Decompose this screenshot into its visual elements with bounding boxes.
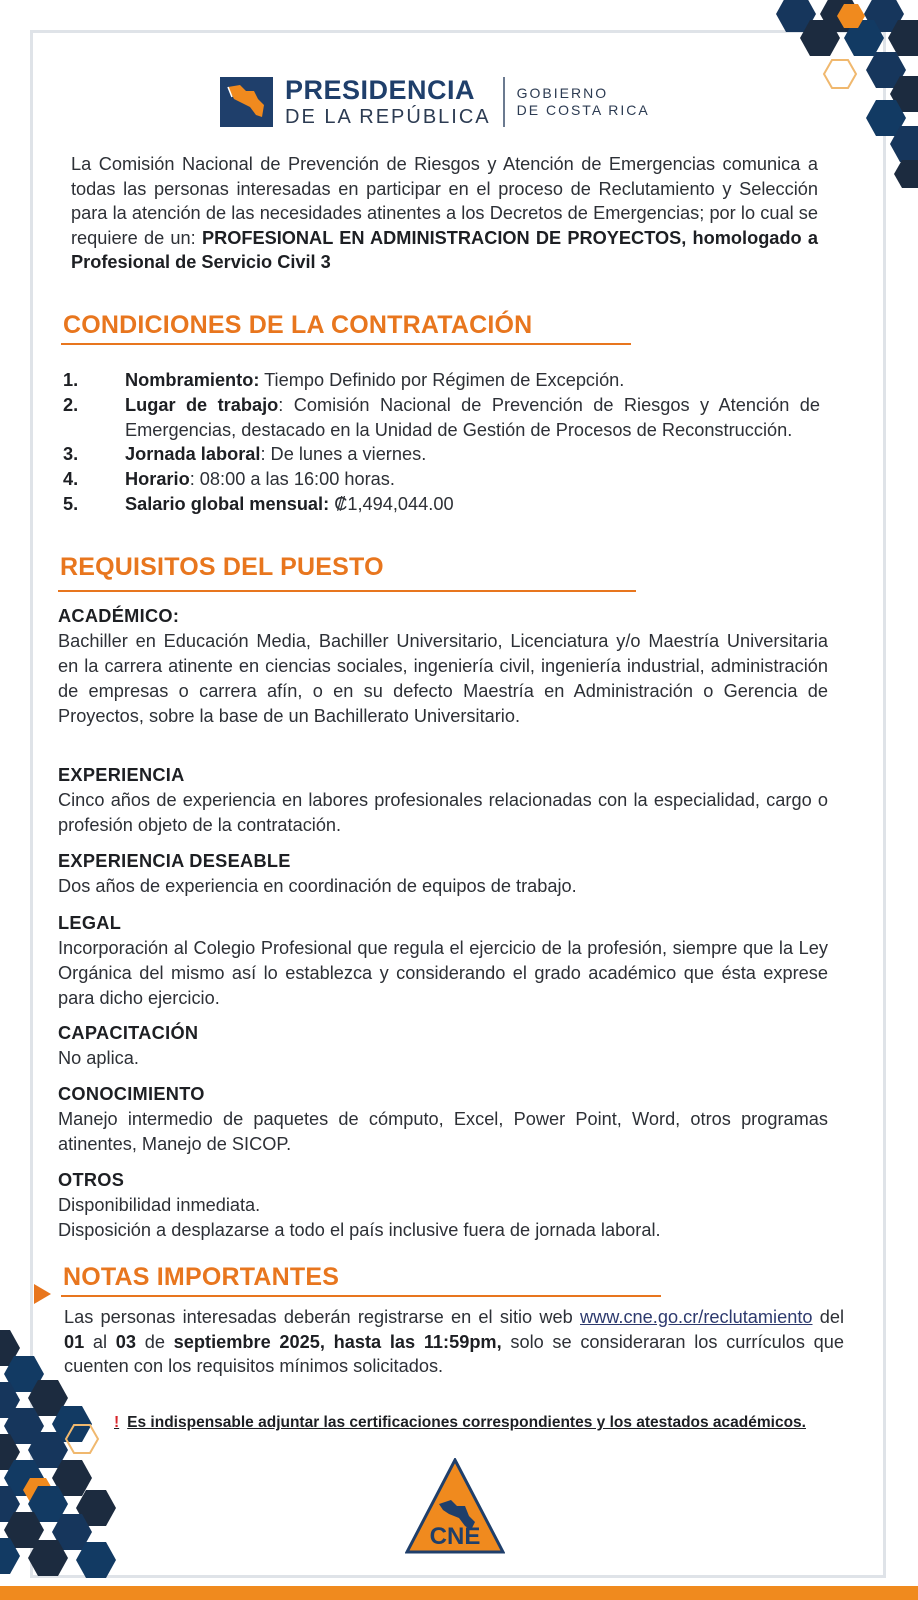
req-experiencia-deseable bbox=[58, 849, 828, 899]
req-text: Disposición a desplazarse a todo el país inclusive fuera de jornada laboral. bbox=[58, 1220, 661, 1240]
req-text: Disponibilidad inmediata. bbox=[58, 1195, 261, 1215]
item-label: Salario global mensual: bbox=[125, 493, 330, 514]
item-text: : Comisión Nacional de Prevención de Riesgos y Atención de Emergencias, destacado en la Unidad de Gestión de Procesos de Reconstrucción. bbox=[125, 394, 820, 440]
notes-text: del bbox=[812, 1307, 845, 1327]
requirements-title: REQUISITOS DEL PUESTO bbox=[60, 553, 384, 581]
notes-text: Las personas interesadas deberán registrarse en el sitio web bbox=[64, 1307, 580, 1327]
list-item bbox=[63, 368, 820, 393]
req-heading: EXPERIENCIA bbox=[58, 765, 185, 785]
req-heading: OTROS bbox=[58, 1170, 125, 1190]
notes-underline bbox=[61, 1295, 661, 1297]
list-item bbox=[63, 467, 820, 492]
item-number: 2. bbox=[63, 394, 79, 415]
logo-divider bbox=[503, 77, 505, 127]
gobierno-label: GOBIERNO bbox=[516, 84, 609, 101]
req-heading: EXPERIENCIA DESEABLE bbox=[58, 851, 291, 871]
item-text: : 08:00 a las 16:00 horas. bbox=[189, 469, 395, 490]
cne-logo bbox=[405, 1458, 505, 1554]
req-text: Bachiller en Educación Media, Bachiller Universitario, Licenciatura y/o Maestría Universitaria en la carrera atinente en ciencias sociales, ingeniería civil, ingeniería industrial, administración de empresas o carrera afín, o en su defecto Maestría en Administración o Gerencia de Proyectos, sobre la base de un Bachillerato Universitario. bbox=[58, 631, 828, 726]
req-text: Incorporación al Colegio Profesional que regula el ejercicio de la profesión, siempre que la Ley Orgánica del mismo así lo establezca y considerando el grado académico que ésta exprese para dicho ejercicio. bbox=[58, 938, 828, 1008]
req-legal bbox=[58, 911, 828, 1011]
conditions-title: CONDICIONES DE LA CONTRATACIÓN bbox=[63, 311, 533, 339]
presidencia-title: PRESIDENCIA bbox=[285, 75, 476, 105]
intro-text: La Comisión Nacional de Prevención de Riesgos y Atención de Emergencias comunica a todas las personas interesadas en participar en el proceso de Reclutamiento y Selección para la atención de las necesidades atinentes a los Decretos de Emergencias; por lo cual se requiere de un: bbox=[71, 154, 818, 248]
req-heading: ACADÉMICO: bbox=[58, 606, 180, 626]
recruitment-link[interactable]: www.cne.go.cr/reclutamiento bbox=[580, 1307, 813, 1327]
position-title: PROFESIONAL EN ADMINISTRACION DE PROYECTOS, homologado a Profesional de Servicio Civil 3 bbox=[71, 227, 818, 273]
item-text: : De lunes a viernes. bbox=[260, 444, 427, 465]
notes-text: al bbox=[84, 1331, 116, 1352]
exclamation-icon: ! bbox=[114, 1414, 120, 1431]
req-heading: CAPACITACIÓN bbox=[58, 1023, 199, 1043]
notes-title: NOTAS IMPORTANTES bbox=[63, 1263, 340, 1291]
req-experiencia bbox=[58, 763, 828, 838]
republica-subtitle: DE LA REPÚBLICA bbox=[285, 106, 491, 128]
item-label: Lugar de trabajo bbox=[125, 394, 279, 415]
req-text: Manejo intermedio de paquetes de cómputo, Excel, Power Point, Word, otros programas atinentes, Manejo de SICOP. bbox=[58, 1109, 828, 1154]
cne-logo-text: CNE bbox=[429, 1523, 481, 1550]
req-heading: LEGAL bbox=[58, 913, 122, 933]
bottom-accent-bar bbox=[0, 1586, 918, 1600]
list-item bbox=[63, 393, 820, 443]
notes-paragraph bbox=[64, 1305, 844, 1379]
start-day: 01 bbox=[64, 1331, 85, 1352]
list-item bbox=[63, 492, 820, 517]
costa-rica-map-icon bbox=[220, 77, 273, 127]
item-text: ₡1,494,044.00 bbox=[329, 493, 454, 514]
req-academico bbox=[58, 604, 828, 729]
deadline: septiembre 2025, hasta las 11:59pm, bbox=[173, 1331, 502, 1352]
item-number: 4. bbox=[63, 469, 79, 490]
item-number: 1. bbox=[63, 370, 79, 390]
list-item bbox=[63, 442, 820, 467]
presidencia-logo bbox=[220, 76, 690, 128]
req-text: Cinco años de experiencia en labores profesionales relacionadas con la especialidad, cargo o profesión objeto de la contratación. bbox=[58, 790, 828, 835]
intro-paragraph bbox=[71, 152, 818, 275]
play-arrow-icon bbox=[34, 1284, 51, 1304]
notes-text: solo se consideraran los currículos que cuenten con los requisitos mínimos solicitados. bbox=[64, 1331, 845, 1377]
req-text: Dos años de experiencia en coordinación de equipos de trabajo. bbox=[58, 876, 577, 896]
end-day: 03 bbox=[115, 1331, 137, 1352]
item-label: Jornada laboral bbox=[125, 444, 261, 465]
item-label: Nombramiento: bbox=[125, 370, 260, 390]
item-label: Horario bbox=[125, 469, 190, 490]
req-capacitacion bbox=[58, 1021, 828, 1071]
costa-rica-label: DE COSTA RICA bbox=[516, 102, 650, 118]
conditions-list bbox=[63, 368, 820, 517]
item-number: 5. bbox=[63, 493, 79, 514]
conditions-underline bbox=[61, 343, 631, 345]
req-text: No aplica. bbox=[58, 1048, 139, 1068]
req-conocimiento bbox=[58, 1082, 828, 1157]
requirements-underline bbox=[58, 590, 636, 592]
req-heading: CONOCIMIENTO bbox=[58, 1084, 205, 1104]
req-otros bbox=[58, 1168, 828, 1243]
item-text: Tiempo Definido por Régimen de Excepción. bbox=[259, 370, 625, 390]
warning-note bbox=[110, 1412, 810, 1433]
warning-text: Es indispensable adjuntar las certificaciones correspondientes y los atestados académicos. bbox=[127, 1414, 806, 1431]
item-number: 3. bbox=[63, 444, 79, 465]
notes-text: de bbox=[136, 1331, 174, 1352]
